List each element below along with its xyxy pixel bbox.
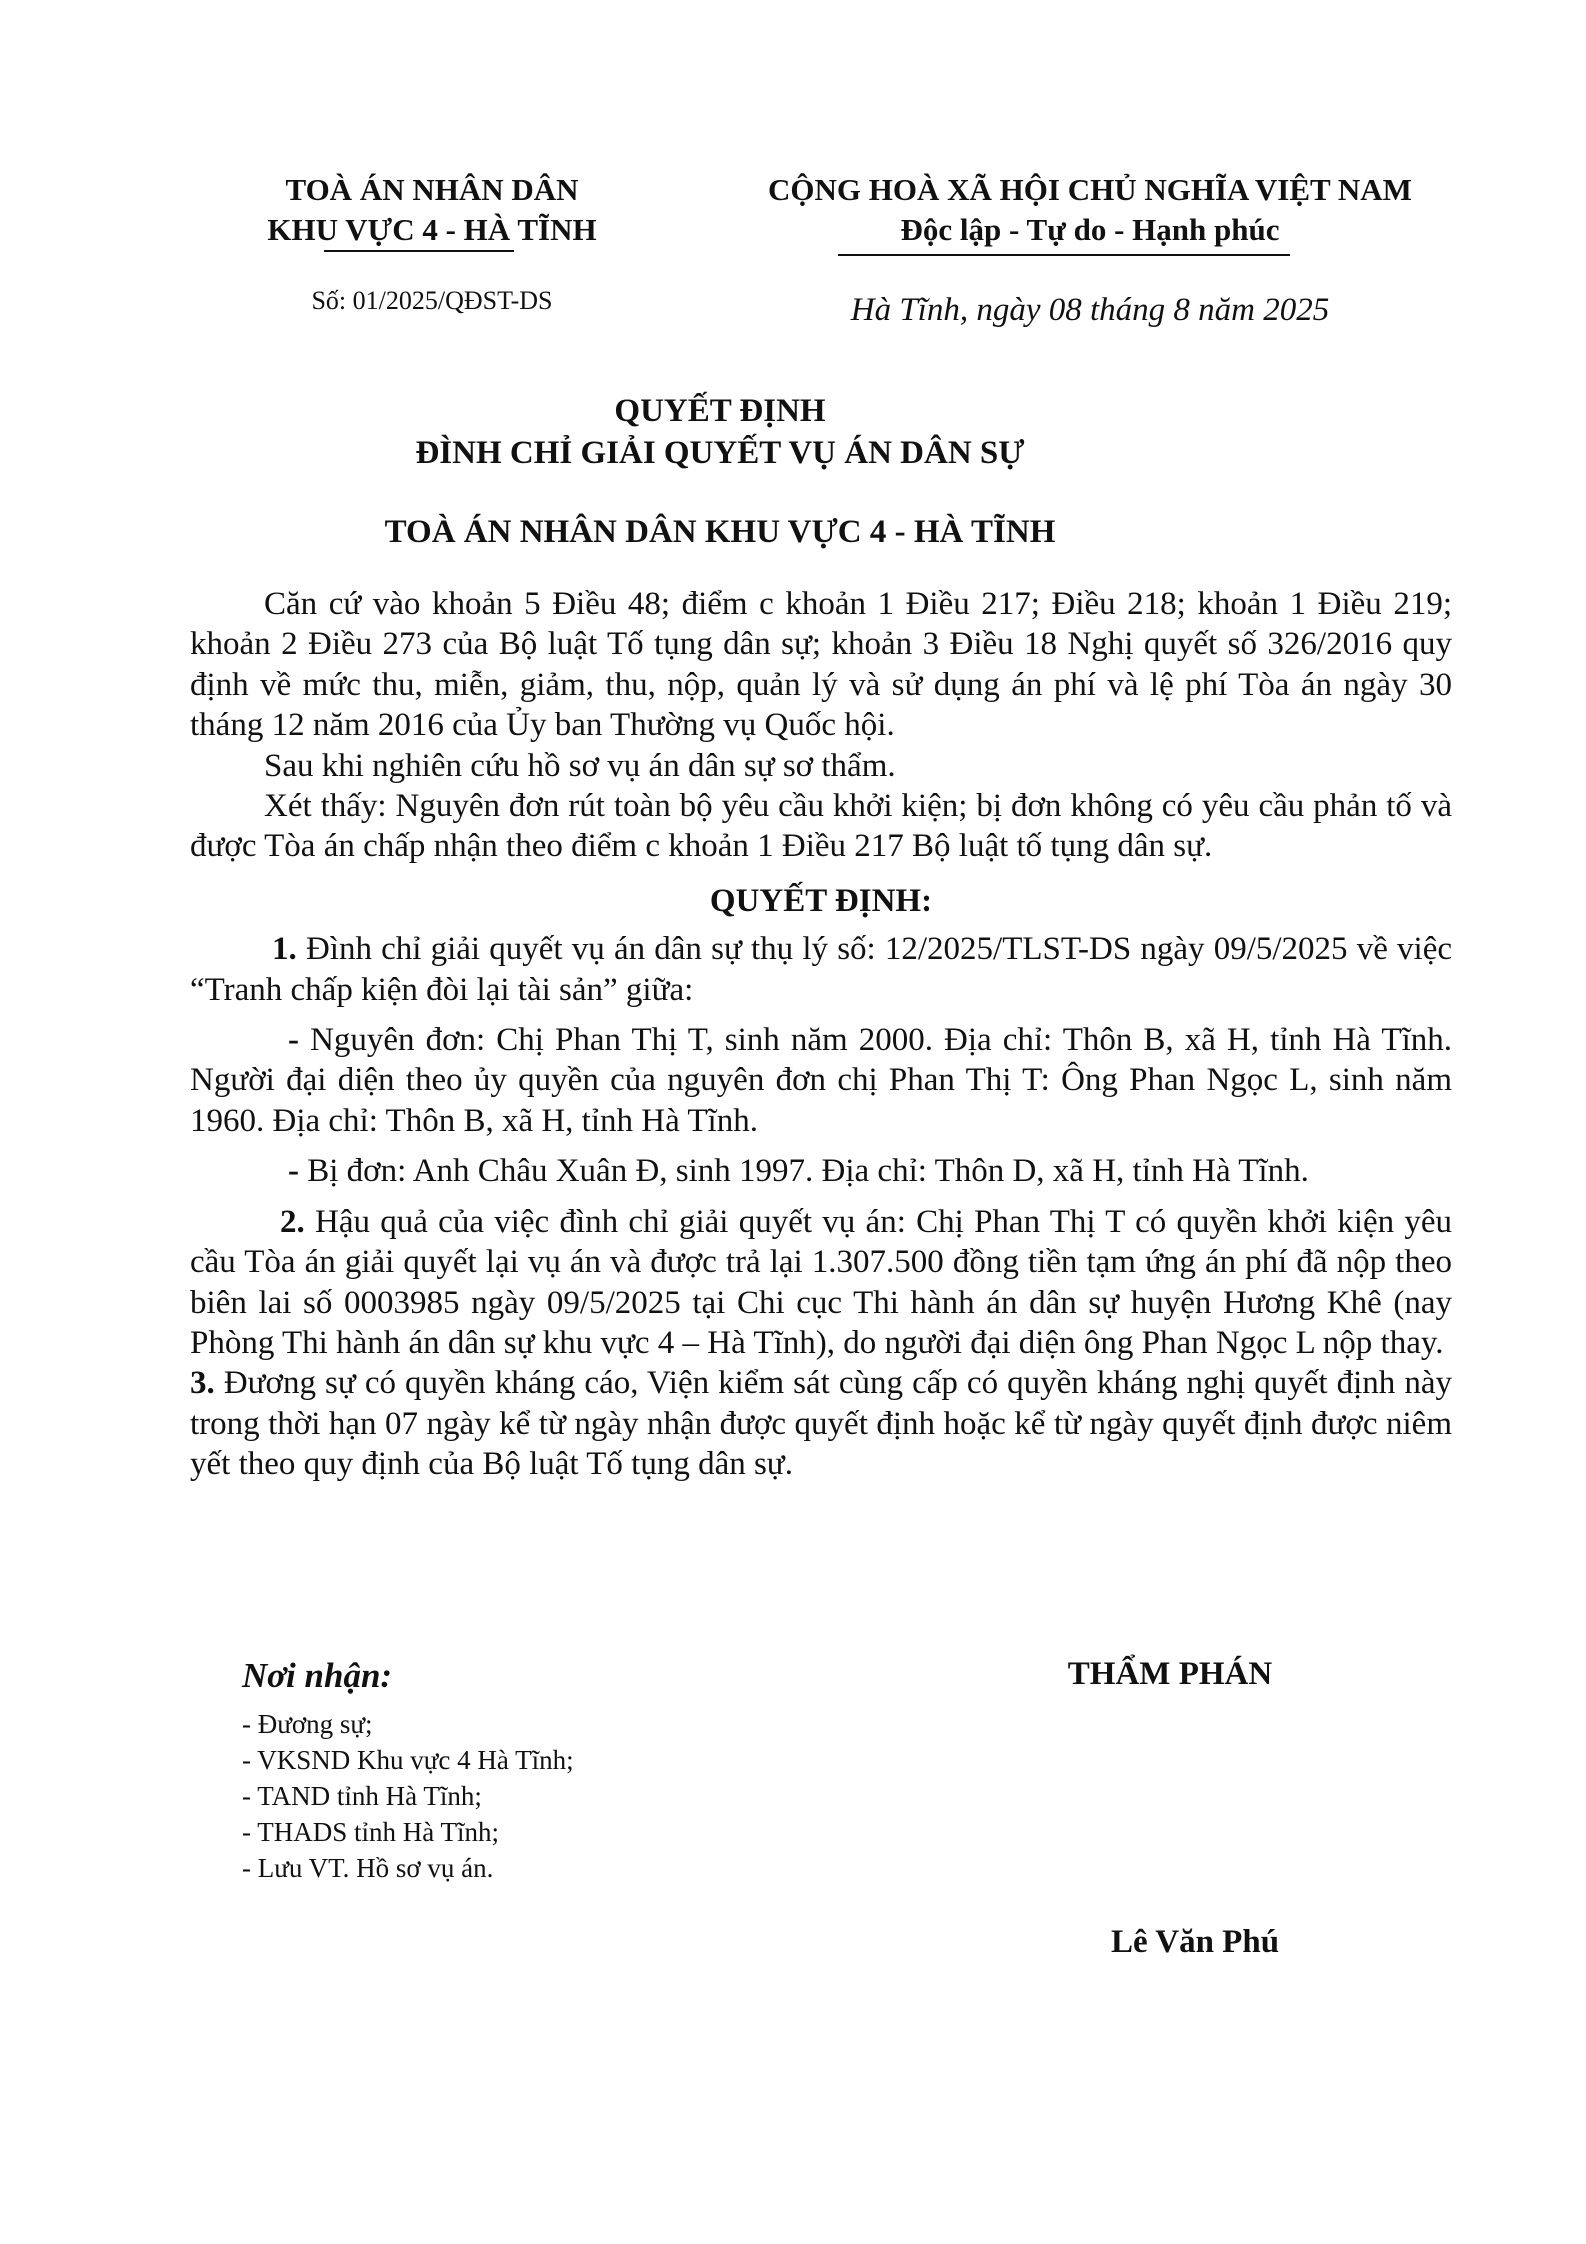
court-name-line1: TOÀ ÁN NHÂN DÂN [285,172,579,207]
plaintiff-text: Nguyên đơn: Chị Phan Thị T, sinh năm 2000. Địa chỉ: Thôn B, xã H, tỉnh Hà Tĩnh. Người đại diện theo ủy quyền của nguyên đơn chị Phan Thị T: Ông Phan Ngọc L, sinh năm 1960. Địa chỉ: Thôn B, xã H, tỉnh Hà Tĩnh. [190,1022,1452,1139]
item-3-number: 3. [190,1365,215,1402]
motto-underline [838,254,1290,256]
decision-item-1 [190,929,1452,1010]
decision-item-2 [190,1202,1452,1364]
item-2-text: Hậu quả của việc đình chỉ giải quyết vụ án: Chị Phan Thị T có quyền khởi kiện yêu cầu Tòa án giải quyết lại vụ án và được trả lại 1.307.500 đồng tiền tạm ứng án phí đã nộp theo biên lai số 0003985 ngày 09/5/2025 tại Chi cục Thi hành án dân sự huyện Hương Khê (nay Phòng Thi hành án dân sự khu vực 4 – Hà Tĩnh), do người đại diện ông Phan Ngọc L nộp thay. [190,1203,1452,1361]
recipient-item: - Đương sự; [242,1709,373,1739]
place-date: Hà Tĩnh, ngày 08 tháng 8 năm 2025 [850,292,1330,328]
consideration-paragraph: Xét thấy: Nguyên đơn rút toàn bộ yêu cầu khởi kiện; bị đơn không có yêu cầu phản tố và được Tòa án chấp nhận theo điểm c khoản 1 Điều 217 Bộ luật tố tụng dân sự. [190,788,1452,865]
defendant-text: Bị đơn: Anh Châu Xuân Đ, sinh 1997. Địa chỉ: Thôn D, xã H, tỉnh Hà Tĩnh. [307,1153,1309,1190]
republic-name: CỘNG HOÀ XÃ HỘI CHỦ NGHĨA VIỆT NAM [768,172,1412,207]
defendant-paragraph [190,1151,1452,1191]
judge-name: Lê Văn Phú [1110,1924,1280,1960]
court-name [232,170,632,250]
court-underline [324,250,514,252]
decision-heading: QUYẾT ĐỊNH: [709,882,933,919]
national-motto: Độc lập - Tự do - Hạnh phúc [900,212,1280,247]
recipient-item: - VKSND Khu vực 4 Hà Tĩnh; [242,1745,574,1775]
recipients-list [242,1706,574,1886]
case-number: Số: 01/2025/QĐST-DS [311,286,553,315]
recipient-item: - THADS tỉnh Hà Tĩnh; [242,1817,500,1847]
item-2-number: 2. [280,1203,305,1240]
issuing-court-heading: TOÀ ÁN NHÂN DÂN KHU VỰC 4 - HÀ TĨNH [384,514,1056,550]
court-name-line2: KHU VỰC 4 - HÀ TĨNH [267,212,597,247]
document-body [190,584,1452,1485]
plaintiff-paragraph [190,1020,1452,1141]
item-3-text: Đương sự có quyền kháng cáo, Viện kiểm sát cùng cấp có quyền kháng nghị quyết định này trong thời hạn 07 ngày kể từ ngày nhận được quyết định hoặc kể từ ngày quyết định được niêm yết theo quy định của Bộ luật Tố tụng dân sự. [190,1365,1452,1483]
item-1-number: 1. [272,931,297,968]
national-header [700,170,1480,250]
recipient-item: - Lưu VT. Hồ sơ vụ án. [242,1853,494,1883]
document-title [190,390,1250,474]
legal-basis-paragraph: Căn cứ vào khoản 5 Điều 48; điểm c khoản 1 Điều 217; Điều 218; khoản 1 Điều 219; khoản 2 Điều 273 của Bộ luật Tố tụng dân sự; khoản 3 Điều 18 Nghị quyết số 326/2016 quy định về mức thu, miễn, giảm, thu, nộp, quản lý và sử dụng án phí và lệ phí Tòa án ngày 30 tháng 12 năm 2016 của Ủy ban Thường vụ Quốc hội. [190,586,1452,744]
defendant-dash: - [288,1153,308,1190]
title-line1: QUYẾT ĐỊNH [614,393,826,429]
recipients-title: Nơi nhận: [242,1656,393,1695]
plaintiff-dash: - [288,1022,311,1059]
item-1-text: Đình chỉ giải quyết vụ án dân sự thụ lý số: 12/2025/TLST-DS ngày 09/5/2025 về việc “Tranh chấp kiện đòi lại tài sản” giữa: [190,931,1453,1008]
judge-title: THẨM PHÁN [1067,1656,1273,1692]
decision-item-3 [190,1363,1452,1484]
title-line2: ĐÌNH CHỈ GIẢI QUYẾT VỤ ÁN DÂN SỰ [415,435,1025,471]
recipient-item: - TAND tỉnh Hà Tĩnh; [242,1781,482,1811]
review-paragraph: Sau khi nghiên cứu hồ sơ vụ án dân sự sơ thẩm. [264,747,896,784]
